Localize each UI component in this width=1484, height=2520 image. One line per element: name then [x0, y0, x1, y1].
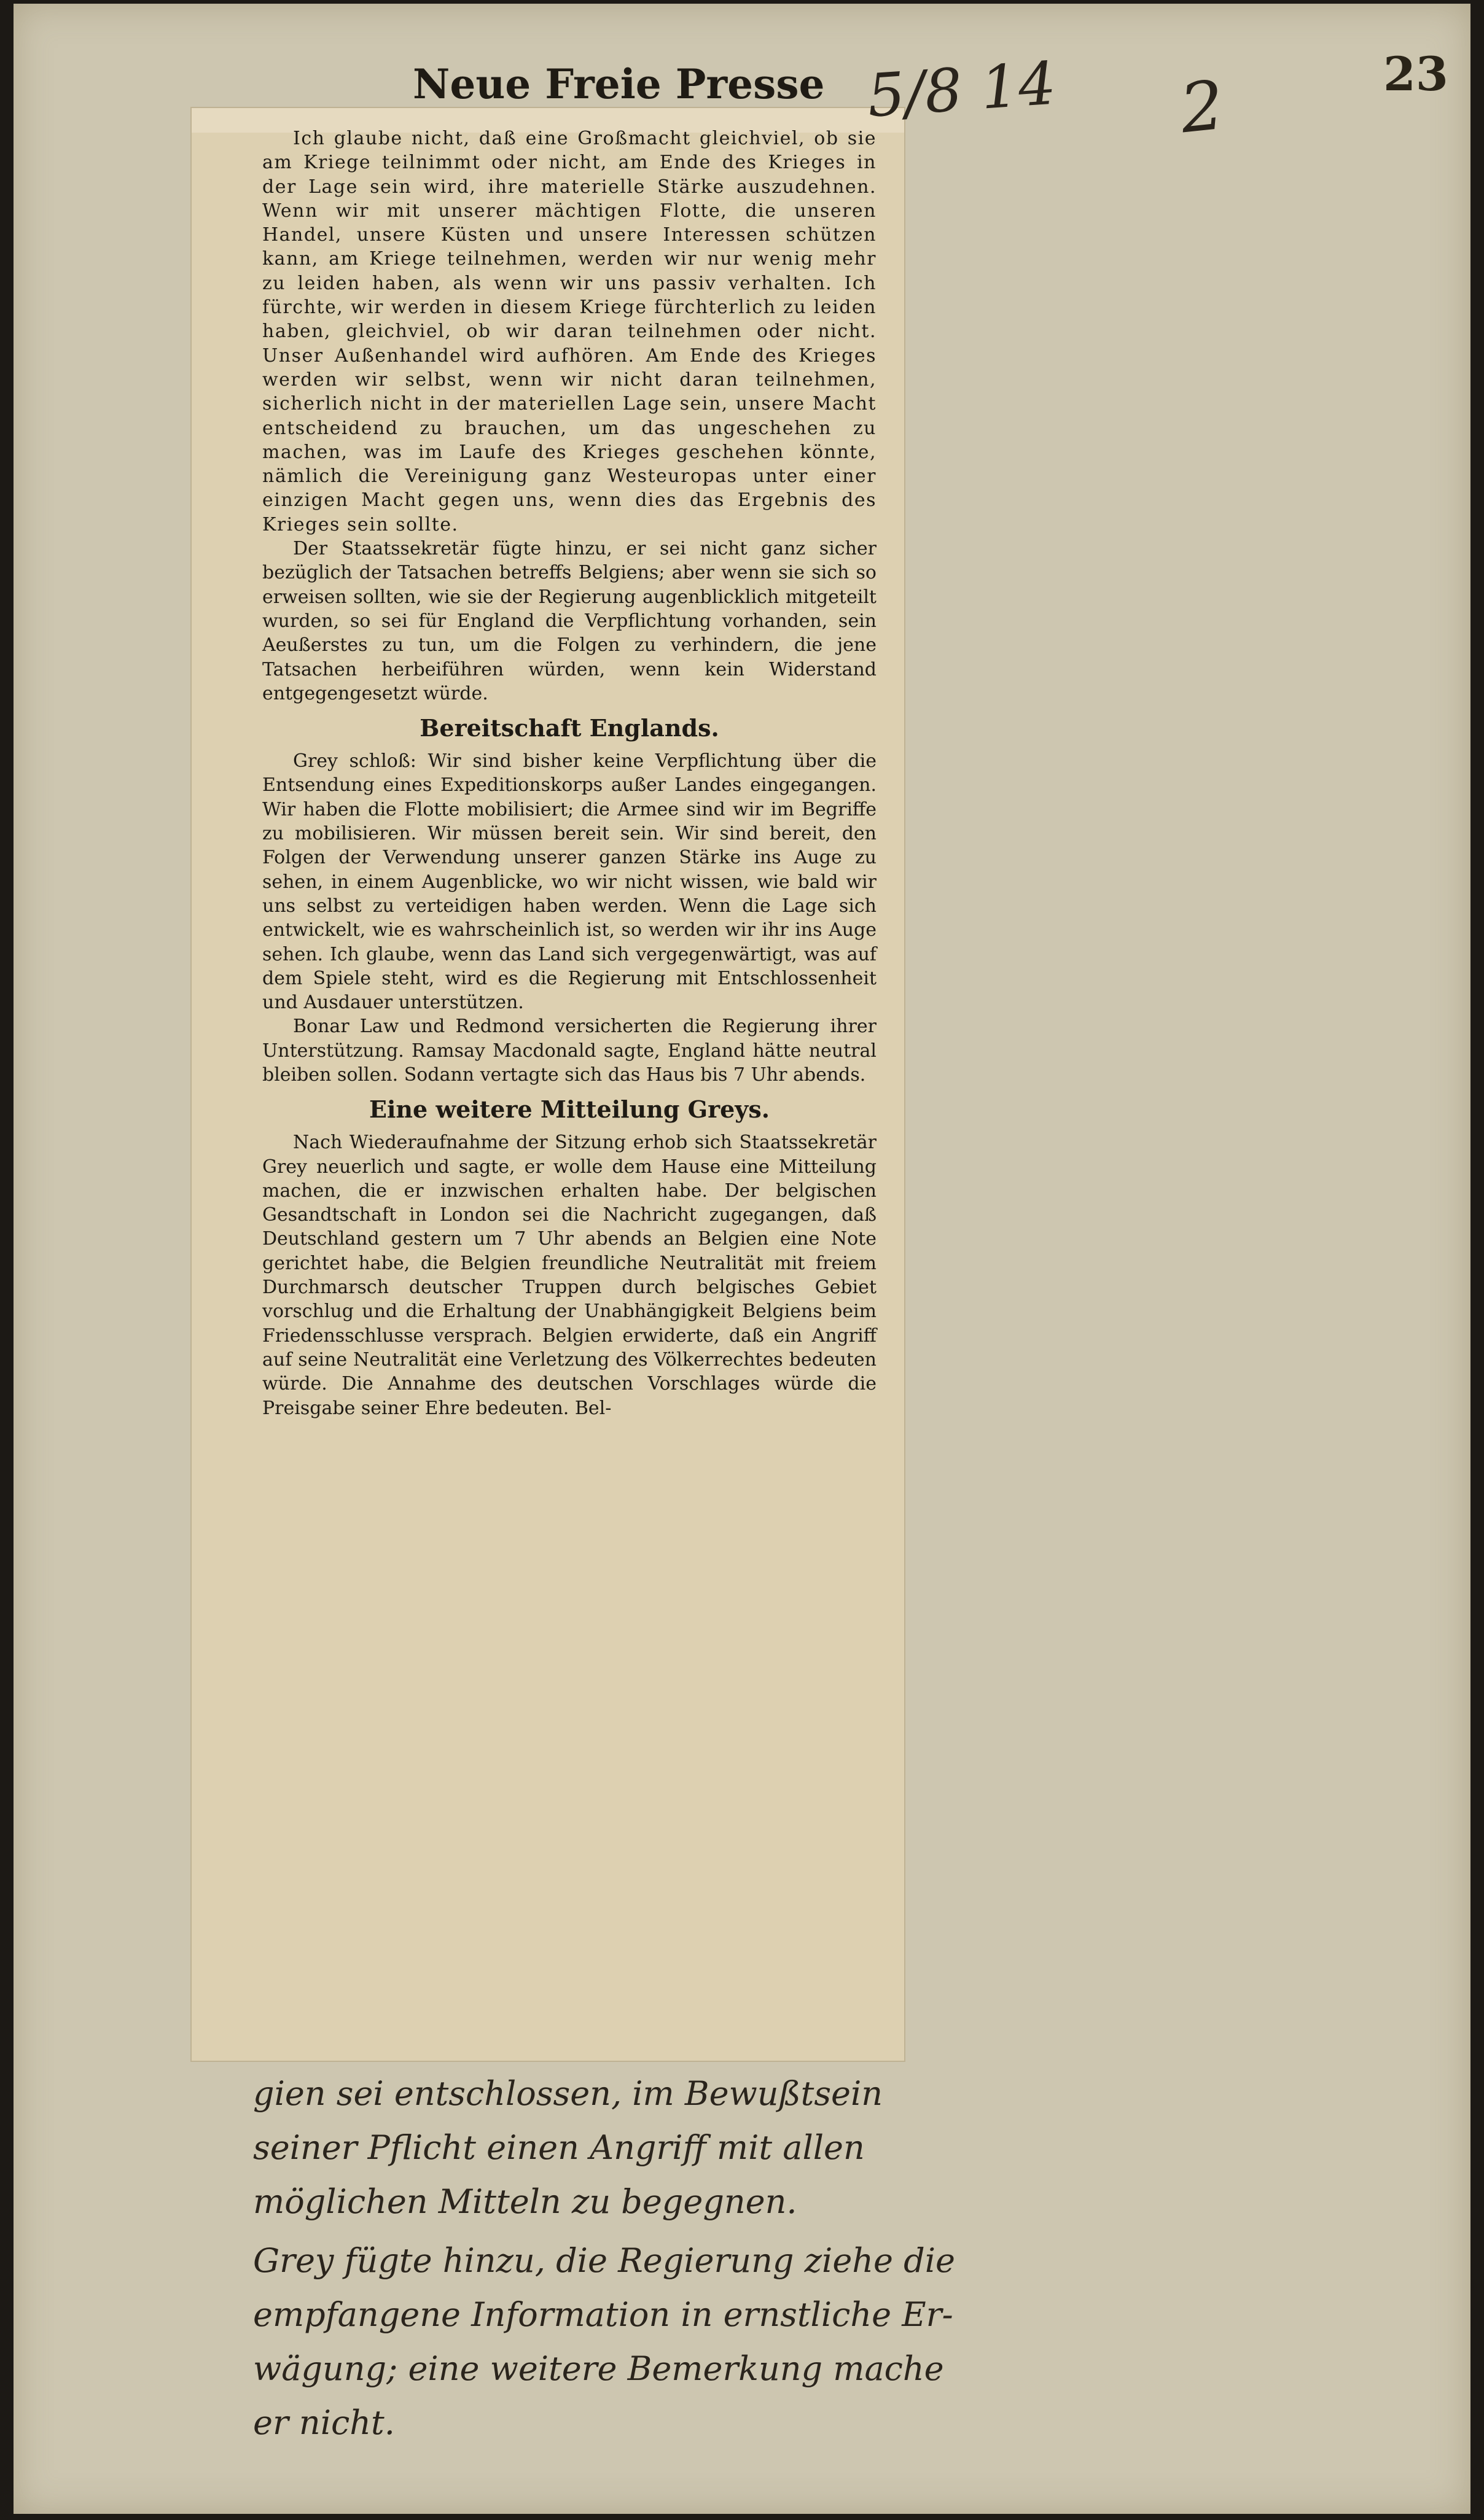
article-paragraph: Der Staatssekretär fügte hinzu, er sei nicht ganz sicher bezüglich der Tatsachen betreffs Belgiens; aber wenn sie sich so erweisen sollten, wie sie der Regierung augenblicklich mitgeteilt wurden, so sei für England die Verpflichtung vorhanden, sein Aeußerstes zu tun, um die Folgen zu verhindern, die jene Tatsachen herbeiführen würden, wenn kein Widerstand entgegengesetzt würde. — [262, 538, 877, 704]
page-number: 23 — [1383, 47, 1448, 101]
handwritten-line: empfangene Information in ernstliche Er- — [253, 2295, 953, 2334]
handwritten-continuation — [253, 2067, 1113, 2450]
handwritten-line: gien sei entschlossen, im Bewußtsein — [253, 2074, 883, 2113]
section-heading: Bereitschaft Englands. — [420, 714, 719, 742]
article-paragraph: Nach Wiederaufnahme der Sitzung erhob sich Staatssekretär Grey neuerlich und sagte, er wolle dem Hause eine Mitteilung machen, die er inzwischen erhalten habe. Der belgischen Gesandtschaft in London sei die Nachricht zugegangen, daß Deutschland gestern um 7 Uhr abends an Belgien eine Note gerichtet habe, die Belgien freundliche Neutralität mit freiem Durchmarsch deutscher Truppen durch belgisches Gebiet vorschlug und die Erhaltung der Unabhängigkeit Belgiens beim Friedensschlusse versprach. Belgien erwiderte, daß ein Angriff auf seine Neutralität eine Verletzung des Völkerrechtes bedeuten würde. Die Annahme des deutschen Vorschlages würde die Preisgabe seiner Ehre bedeuten. Bel- — [262, 1132, 877, 1419]
article-column — [262, 126, 877, 1420]
archive-sheet — [14, 4, 1470, 2514]
article-paragraph: Bonar Law und Redmond versicherten die Regierung ihrer Unterstützung. Ramsay Macdonald sagte, England hätte neutral bleiben sollen. Sodann vertagte sich das Haus bis 7 Uhr abends. — [262, 1016, 877, 1086]
newspaper-clipping — [192, 108, 904, 2061]
handwritten-date: 5/8 14 — [865, 49, 1058, 131]
handwritten-line: er nicht. — [253, 2403, 395, 2442]
handwritten-line: seiner Pflicht einen Angriff mit allen — [253, 2128, 865, 2167]
article-paragraph: Ich glaube nicht, daß eine Großmacht gleichviel, ob sie am Kriege teilnimmt oder nicht, am Ende des Krieges in der Lage sein wird, ihre materielle Stärke auszudehnen. Wenn wir mit unserer mächtigen Flotte, die unseren Handel, unsere Küsten und unsere Interessen schützen kann, am Kriege teilnehmen, werden wir nur wenig mehr zu leiden haben, als wenn wir uns passiv verhalten. Ich fürchte, wir werden in diesem Kriege fürchterlich zu leiden haben, gleichviel, ob wir daran teilnehmen oder nicht. Unser Außenhandel wird aufhören. Am Ende des Krieges werden wir selbst, wenn wir nicht daran teilnehmen, sicherlich nicht in der materiellen Lage sein, unsere Macht entscheidend zu brauchen, um das ungeschehen zu machen, was im Laufe des Krieges geschehen könnte, nämlich die Vereinigung ganz Westeuropas unter einer einzigen Macht gegen uns, wenn dies das Ergebnis des Krieges sein sollte. — [262, 128, 877, 535]
section-heading: Eine weitere Mitteilung Greys. — [369, 1095, 770, 1124]
newspaper-masthead: Neue Freie Presse — [413, 60, 825, 108]
article-paragraph: Grey schloß: Wir sind bisher keine Verpflichtung über die Entsendung eines Expeditionskorps außer Landes eingegangen. Wir haben die Flotte mobilisiert; die Armee sind wir im Begriffe zu mobilisieren. Wir müssen bereit sein. Wir sind bereit, den Folgen der Verwendung unserer ganzen Stärke ins Auge zu sehen, in einem Augenblicke, wo wir nicht wissen, wie bald wir uns selbst zu verteidigen haben werden. Wenn die Lage sich entwickelt, wie es wahrscheinlich ist, so werden wir ihr ins Auge sehen. Ich glaube, wenn das Land sich vergegenwärtigt, was auf dem Spiele steht, wird es die Regierung mit Entschlossenheit und Ausdauer unterstützen. — [262, 750, 877, 1014]
handwritten-line: wägung; eine weitere Bemerkung mache — [253, 2349, 944, 2388]
handwritten-number: 2 — [1176, 65, 1228, 149]
handwritten-line: Grey fügte hinzu, die Regierung ziehe die — [253, 2241, 955, 2280]
handwritten-line: möglichen Mitteln zu begegnen. — [253, 2182, 797, 2221]
